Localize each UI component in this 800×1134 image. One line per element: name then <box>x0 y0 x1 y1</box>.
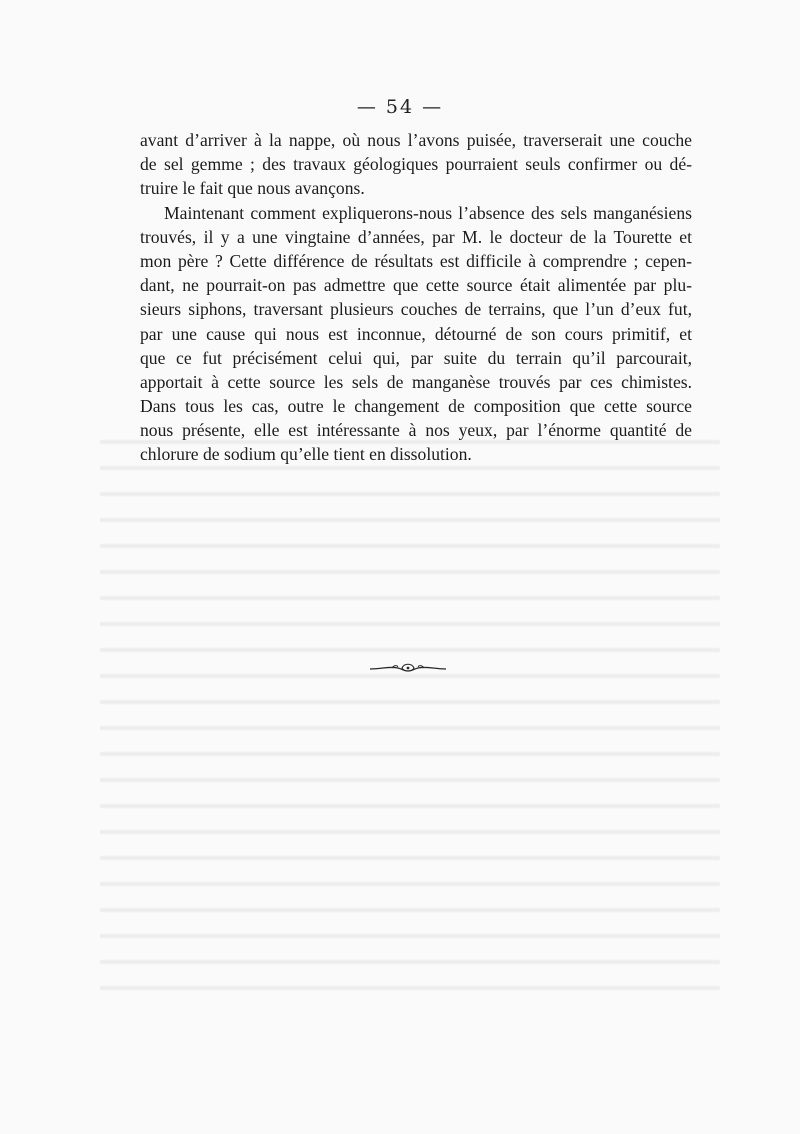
paragraph-2 <box>140 201 692 467</box>
text-line: que ce fut précisément celui qui, par suite du terrain qu’il parcourait, <box>140 347 692 368</box>
text-line: sieurs siphons, traversant plusieurs couches de terrains, que l’un d’eux fut, <box>140 299 692 320</box>
text-line: chlorure de sodium qu’elle tient en dissolution. <box>140 444 472 465</box>
fleuron-ornament-icon <box>368 660 448 676</box>
text-line: Dans tous les cas, outre le changement de composition que cette source <box>140 396 692 417</box>
paragraph-1 <box>140 128 692 201</box>
text-line: truire le fait que nous avançons. <box>140 178 365 199</box>
text-line: apportait à cette source les sels de manganèse trouvés par ces chimistes. <box>140 371 692 392</box>
text-line: dant, ne pourrait-on pas admettre que cette source était alimentée par plu- <box>140 275 692 296</box>
text-line: de sel gemme ; des travaux géologiques pourraient seuls confirmer ou dé- <box>140 154 692 175</box>
text-line: trouvés, il y a une vingtaine d’années, par M. le docteur de la Tourette et <box>140 226 692 247</box>
text-line: mon père ? Cette différence de résultats est difficile à comprendre ; cepen- <box>140 250 692 271</box>
show-through-text <box>100 430 720 990</box>
text-line: Maintenant comment expliquerons-nous l’absence des sels manganésiens <box>164 202 692 223</box>
body-text <box>140 128 692 467</box>
text-line: nous présente, elle est intéressante à nos yeux, par l’énorme quantité de <box>140 420 692 441</box>
page-number: — 54 — <box>356 96 444 118</box>
text-line: avant d’arriver à la nappe, où nous l’avons puisée, traverserait une couche <box>140 130 692 150</box>
text-line: par une cause qui nous est inconnue, détourné de son cours primitif, et <box>140 323 692 344</box>
